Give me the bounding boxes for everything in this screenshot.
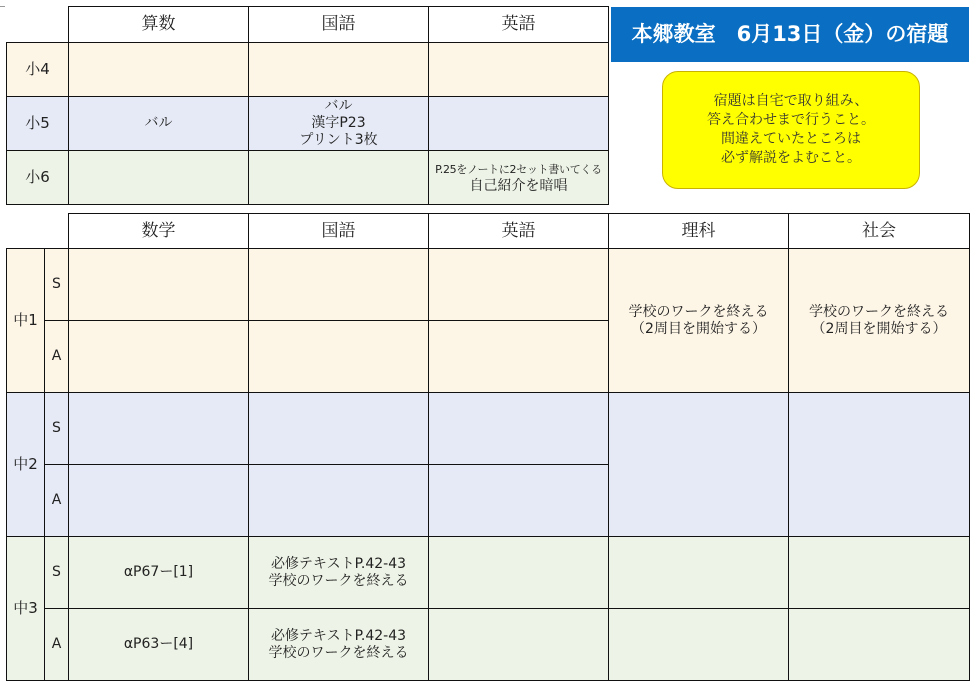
homework-cell-social: [789, 249, 970, 393]
homework-cell: [69, 609, 249, 681]
elementary-header-japanese: 国語: [249, 7, 429, 43]
grade-row-6: [7, 151, 609, 205]
homework-cell-science: [609, 249, 789, 393]
grade-label: 中3: [7, 537, 45, 681]
notice-line: 宿題は自宅で取り組み、: [713, 93, 869, 109]
homework-cell: [429, 537, 609, 609]
homework-line: 学校のワークを終える: [268, 572, 409, 589]
homework-cell: [429, 249, 609, 321]
grade-label: 小6: [7, 151, 69, 205]
homework-cell-social: [789, 537, 970, 609]
homework-cell-science: [609, 609, 789, 681]
homework-cell: [429, 609, 609, 681]
level-label: A: [45, 609, 69, 681]
elementary-header-math: 算数: [69, 7, 249, 43]
homework-cell: [249, 609, 429, 681]
homework-cell: [249, 465, 429, 537]
homework-line: バル: [144, 115, 173, 131]
homework-line: 自己紹介を暗唱: [469, 177, 568, 194]
junior-corner: [7, 214, 45, 249]
elementary-homework-table: [6, 6, 609, 205]
homework-cell: [249, 151, 429, 205]
homework-cell-social: [789, 609, 970, 681]
homework-cell: [249, 43, 429, 97]
level-label: S: [45, 537, 69, 609]
homework-line: 必修テキストP.42-43: [270, 555, 407, 572]
homework-cell: [249, 97, 429, 151]
notice-line: 間違えていたところは: [721, 131, 861, 147]
homework-cell: [429, 97, 609, 151]
level-label: A: [45, 465, 69, 537]
junior-header-japanese: 国語: [249, 214, 429, 249]
elementary-corner: [7, 7, 69, 43]
homework-cell: [429, 151, 609, 205]
homework-cell: [69, 321, 249, 393]
homework-notice: [662, 71, 920, 189]
junior-header-english: 英語: [429, 214, 609, 249]
homework-line: （2周目を開始する）: [811, 320, 947, 337]
homework-line: 学校のワークを終える: [628, 303, 769, 320]
grade-label: 小4: [7, 43, 69, 97]
homework-cell: [69, 97, 249, 151]
notice-line: 必ず解説をよむこと。: [721, 150, 861, 166]
homework-cell: [69, 151, 249, 205]
grade-row-5: [7, 97, 609, 151]
level-label: S: [45, 249, 69, 321]
homework-line: αP67ー[1]: [123, 564, 194, 580]
homework-cell: [249, 249, 429, 321]
level-label: S: [45, 393, 69, 465]
grade-label: 中1: [7, 249, 45, 393]
homework-cell: [69, 393, 249, 465]
homework-cell-social: [789, 393, 970, 537]
page-title-banner: 本郷教室 6月13日（金）の宿題: [611, 7, 969, 62]
homework-cell: [249, 537, 429, 609]
homework-line: プリント3枚: [299, 132, 378, 148]
grade-label: 小5: [7, 97, 69, 151]
elementary-header-english: 英語: [429, 7, 609, 43]
homework-cell-science: [609, 537, 789, 609]
homework-cell: [249, 393, 429, 465]
junior-corner-level: [45, 214, 69, 249]
junior-homework-table: [6, 213, 970, 681]
level-label: A: [45, 321, 69, 393]
homework-cell: [429, 393, 609, 465]
homework-cell-science: [609, 393, 789, 537]
homework-cell: [429, 321, 609, 393]
junior-header-science: 理科: [609, 214, 789, 249]
homework-line: 必修テキストP.42-43: [270, 627, 407, 644]
homework-line: 学校のワークを終える: [809, 303, 949, 320]
junior-row-3a: [7, 609, 970, 681]
homework-cell: [69, 537, 249, 609]
homework-cell: [69, 249, 249, 321]
decor-dash: [0, 6, 5, 7]
homework-line: 漢字P23: [311, 115, 366, 131]
homework-cell: [429, 465, 609, 537]
grade-label: 中2: [7, 393, 45, 537]
homework-cell: [69, 43, 249, 97]
homework-cell: [429, 43, 609, 97]
junior-row-2s: [7, 393, 970, 465]
notice-line: 答え合わせまで行うこと。: [707, 112, 875, 128]
homework-cell: [249, 321, 429, 393]
homework-line: 学校のワークを終える: [268, 644, 409, 661]
homework-line: バル: [324, 98, 353, 114]
homework-line: P.25をノートに2セット書いてくる: [435, 162, 602, 176]
homework-line: （2周目を開始する）: [631, 320, 766, 337]
homework-line: αP63ー[4]: [123, 636, 194, 652]
junior-row-3s: [7, 537, 970, 609]
homework-cell: [69, 465, 249, 537]
grade-row-4: [7, 43, 609, 97]
junior-header-social: 社会: [789, 214, 970, 249]
junior-row-1s: [7, 249, 970, 321]
junior-header-math: 数学: [69, 214, 249, 249]
